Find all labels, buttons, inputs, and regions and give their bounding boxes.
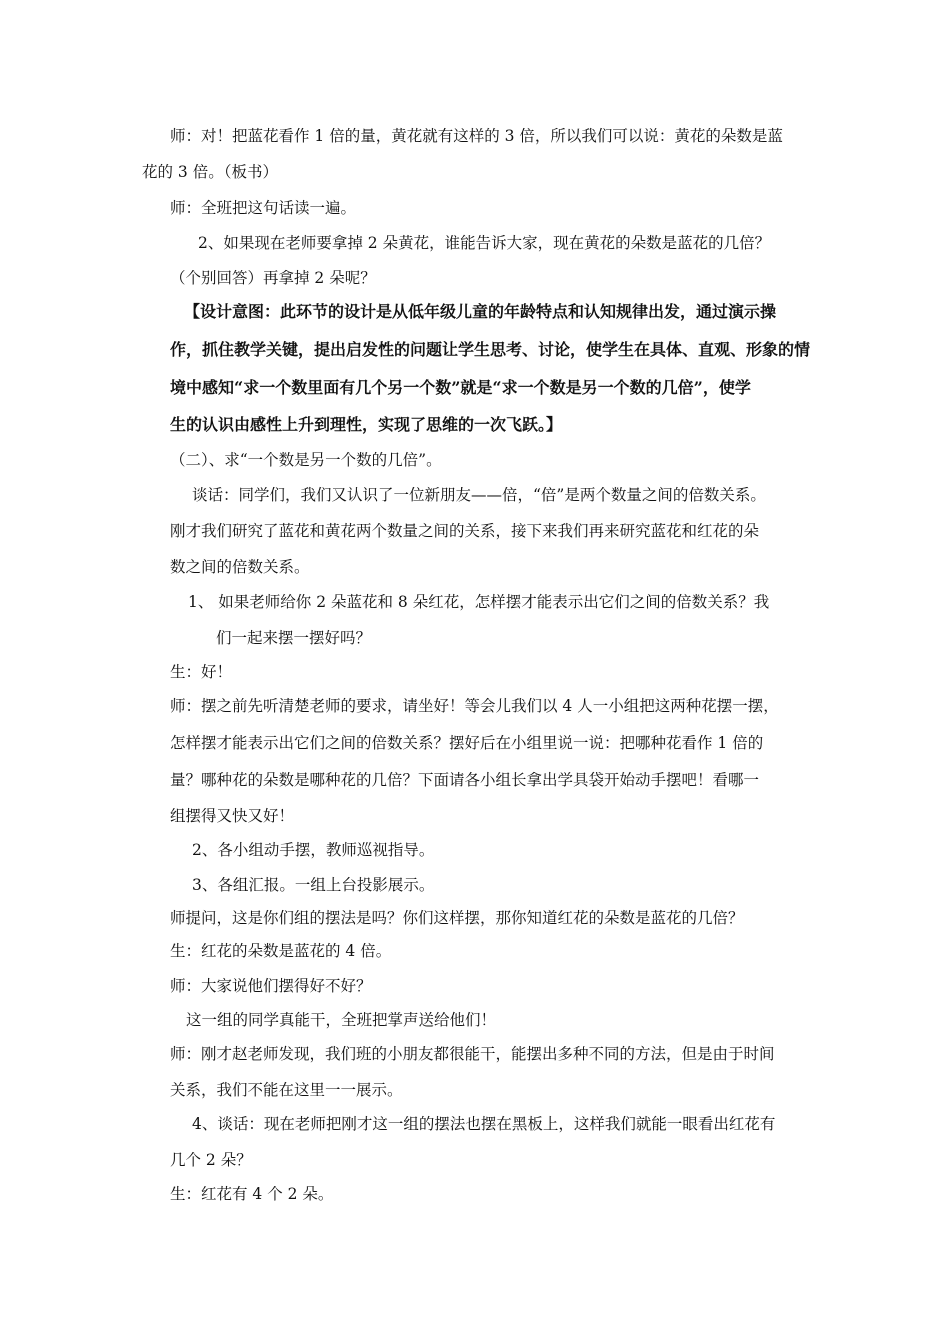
paragraph-line: 怎样摆才能表示出它们之间的倍数关系？摆好后在小组里说一说：把哪种花看作 1 倍的 — [170, 734, 764, 752]
paragraph-line: 关系，我们不能在这里一一展示。 — [170, 1081, 403, 1099]
paragraph-line: 这一组的同学真能干，全班把掌声送给他们！ — [186, 1011, 497, 1029]
paragraph-line: （个别回答）再拿掉 2 朵呢？ — [170, 269, 376, 287]
paragraph-line: 2、如果现在老师要拿掉 2 朵黄花，谁能告诉大家，现在黄花的朵数是蓝花的几倍？ — [198, 234, 771, 252]
paragraph-line: 们一起来摆一摆好吗？ — [216, 629, 372, 647]
design-intent-line: 境中感知“求一个数里面有几个另一个数”就是“求一个数是另一个数的几倍”，使学 — [170, 378, 751, 397]
paragraph-line: 生：好！ — [170, 663, 233, 681]
design-intent-line: 生的认识由感性上升到理性，实现了思维的一次飞跃。】 — [170, 415, 563, 434]
paragraph-line: 4、谈话：现在老师把刚才这一组的摆法也摆在黑板上，这样我们就能一眼看出红花有 — [192, 1115, 776, 1133]
paragraph-line: 3、各组汇报。一组上台投影展示。 — [192, 876, 435, 894]
paragraph-line: 师：刚才赵老师发现，我们班的小朋友都很能干，能摆出多种不同的方法，但是由于时间 — [170, 1045, 775, 1063]
paragraph-line: 师：摆之前先听清楚老师的要求，请坐好！等会儿我们以 4 人一小组把这两种花摆一摆， — [170, 697, 779, 715]
paragraph-line: 师提问，这是你们组的摆法是吗？你们这样摆，那你知道红花的朵数是蓝花的几倍？ — [170, 909, 744, 927]
design-intent-line: 作，抓住教学关键，提出启发性的问题让学生思考、讨论，使学生在具体、直观、形象的情 — [170, 340, 811, 359]
paragraph-line: 刚才我们研究了蓝花和黄花两个数量之间的关系，接下来我们再来研究蓝花和红花的朵 — [170, 522, 760, 540]
paragraph-line: 1、 如果老师给你 2 朵蓝花和 8 朵红花，怎样摆才能表示出它们之间的倍数关系？我 — [188, 593, 770, 611]
paragraph-line: 师：全班把这句话读一遍。 — [170, 199, 357, 217]
paragraph-line: 师：对！把蓝花看作 1 倍的量，黄花就有这样的 3 倍，所以我们可以说：黄花的朵数是蓝 — [170, 127, 783, 145]
paragraph-line: 几个 2 朵？ — [170, 1151, 252, 1169]
paragraph-line: 量？哪种花的朵数是哪种花的几倍？下面请各小组长拿出学具袋开始动手摆吧！看哪一 — [170, 771, 760, 789]
paragraph-line: 组摆得又快又好！ — [170, 807, 295, 825]
design-intent-line: 【设计意图：此环节的设计是从低年级儿童的年龄特点和认知规律出发，通过演示操 — [184, 302, 777, 321]
paragraph-line: 花的 3 倍。（板书） — [142, 163, 278, 181]
paragraph-line: 谈话：同学们，我们又认识了一位新朋友——倍，“倍”是两个数量之间的倍数关系。 — [192, 486, 766, 504]
paragraph-line: 数之间的倍数关系。 — [170, 558, 310, 576]
paragraph-line: 生：红花的朵数是蓝花的 4 倍。 — [170, 942, 392, 960]
paragraph-line: 生：红花有 4 个 2 朵。 — [170, 1185, 334, 1203]
paragraph-line: 师：大家说他们摆得好不好？ — [170, 977, 372, 995]
paragraph-line: 2、各小组动手摆，教师巡视指导。 — [192, 841, 435, 859]
section-heading: （二）、求“一个数是另一个数的几倍”。 — [170, 451, 442, 469]
